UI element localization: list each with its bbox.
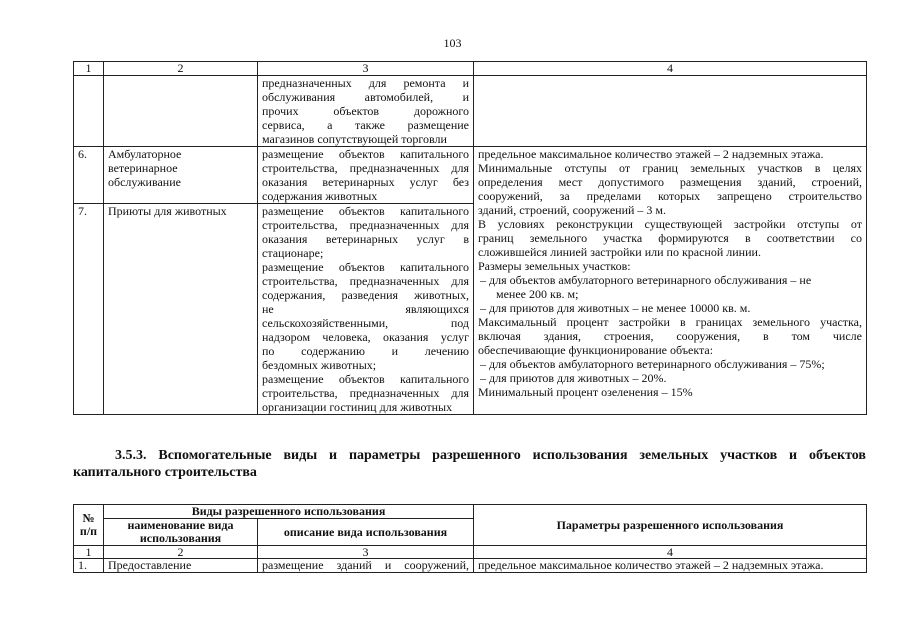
description-line: размещение объектов капитального (262, 147, 469, 161)
description-line: оказания ветеринарных услуг без (262, 175, 469, 189)
land-use-table-main (73, 61, 867, 415)
param-line: Размеры земельных участков: (478, 259, 631, 273)
description-line: организации гостиниц для животных (262, 400, 453, 414)
param-line: обеспечивающие функционирование объекта: (478, 343, 714, 357)
col-number-2: 2 (104, 546, 258, 559)
col-number-2: 2 (104, 62, 258, 76)
description-line: размещение объектов капитального (262, 260, 469, 274)
description-line: сервиса, а также размещение (262, 118, 469, 132)
param-list-item: – для приютов для животных – 20%. (480, 371, 667, 385)
use-description: размещение зданий и сооружений, (258, 559, 474, 573)
param-list-item: – для объектов амбулаторного ветеринарного обслуживания – не (480, 273, 812, 287)
header-group: Виды разрешенного использования (104, 505, 474, 519)
section-heading (73, 447, 866, 481)
header-description: описание вида использования (258, 519, 474, 546)
name-line: Амбулаторное (108, 147, 182, 161)
description-line: не являющихся (262, 302, 469, 316)
use-name: Предоставление (104, 559, 258, 573)
description-line: бездомных животных; (262, 358, 377, 372)
use-description (258, 147, 474, 204)
param-line: Максимальный процент застройки в границах земельного участка, (478, 315, 862, 329)
header-num: № п/п (74, 505, 104, 546)
param-line: включая здания, строения, сооружения, в том числе (478, 329, 862, 343)
param-line: зданий, строений, сооружений – 3 м. (478, 203, 667, 217)
param-line: определения мест допустимого размещения зданий, строений, (478, 175, 862, 189)
col-number-4: 4 (474, 546, 867, 559)
param-line: В условиях реконструкции существующей застройки отступы от (478, 217, 862, 231)
description-line: строительства, предназначенных для (262, 386, 469, 400)
description-line: содержания, разведения животных, (262, 288, 469, 302)
param-line: сооружений, за пределами которых запрещено строительство (478, 189, 862, 203)
param-line: Минимальный процент озеленения – 15% (478, 385, 693, 399)
param-line: менее 200 кв. м; (496, 287, 579, 301)
continuation-description (258, 76, 474, 147)
param-line: границ земельного участка формируются в соответствии со (478, 231, 862, 245)
use-parameters (474, 147, 867, 415)
use-name (104, 147, 258, 204)
description-line: строительства, предназначенных для (262, 218, 469, 232)
cell-params-empty (474, 76, 867, 147)
header-row-1 (74, 505, 867, 519)
description-line: магазинов сопутствующей торговли (262, 132, 447, 146)
use-parameters: предельное максимальное количество этажей – 2 надземных этажа. (474, 559, 867, 573)
param-line: сложившейся линией застройки или по красной линии. (478, 245, 761, 259)
col-number-4: 4 (474, 62, 867, 76)
description-line: сельскохозяйственными, под (262, 316, 469, 330)
description-line: содержания животных (262, 189, 378, 203)
description-line: строительства, предназначенных для (262, 274, 469, 288)
name-line: ветеринарное (108, 161, 178, 175)
description-line: стационаре; (262, 246, 324, 260)
column-number-row (74, 546, 867, 559)
description-line: строительства, предназначенных для (262, 161, 469, 175)
use-description (258, 204, 474, 415)
col-number-1: 1 (74, 62, 104, 76)
table-row-6 (74, 147, 867, 204)
description-line: прочих объектов дорожного (262, 104, 469, 118)
name-line: обслуживание (108, 175, 181, 189)
cell-name-empty (104, 76, 258, 147)
param-line: предельное максимальное количество этажей – 2 надземных этажа. (478, 147, 824, 161)
description-line: оказания ветеринарных услуг в (262, 232, 469, 246)
use-name (104, 204, 258, 415)
row-number: 1. (74, 559, 104, 573)
description-line: по содержанию и лечению (262, 344, 469, 358)
header-parameters: Параметры разрешенного использования (474, 505, 867, 546)
description-line: обслуживания автомобилей, и (262, 90, 469, 104)
param-line: Минимальные отступы от границ земельных участков в целях (478, 161, 862, 175)
table-row-continuation (74, 76, 867, 147)
description-line: надзором человека, оказания услуг (262, 330, 469, 344)
name-line: Приюты для животных (108, 204, 227, 218)
description-line: предназначенных для ремонта и (262, 76, 469, 90)
row-number: 7. (74, 204, 104, 415)
col-number-3: 3 (258, 62, 474, 76)
param-list-item: – для приютов для животных – не менее 10000 кв. м. (480, 301, 751, 315)
table-row-1 (74, 559, 867, 573)
col-number-1: 1 (74, 546, 104, 559)
description-line: размещение объектов капитального (262, 372, 469, 386)
col-number-3: 3 (258, 546, 474, 559)
column-number-row (74, 62, 867, 76)
page-number: 103 (443, 36, 462, 50)
header-name: наименование вида использования (104, 519, 258, 546)
description-line: размещение объектов капитального (262, 204, 469, 218)
param-list-item: – для объектов амбулаторного ветеринарного обслуживания – 75%; (480, 357, 825, 371)
section-heading-line-1: 3.5.3. Вспомогательные виды и параметры разрешенного использования земельных участков и объектов (115, 448, 866, 463)
section-heading-line-2: капитального строительства (73, 465, 257, 480)
auxiliary-use-table (73, 504, 867, 573)
row-number: 6. (74, 147, 104, 204)
cell-num-empty (74, 76, 104, 147)
